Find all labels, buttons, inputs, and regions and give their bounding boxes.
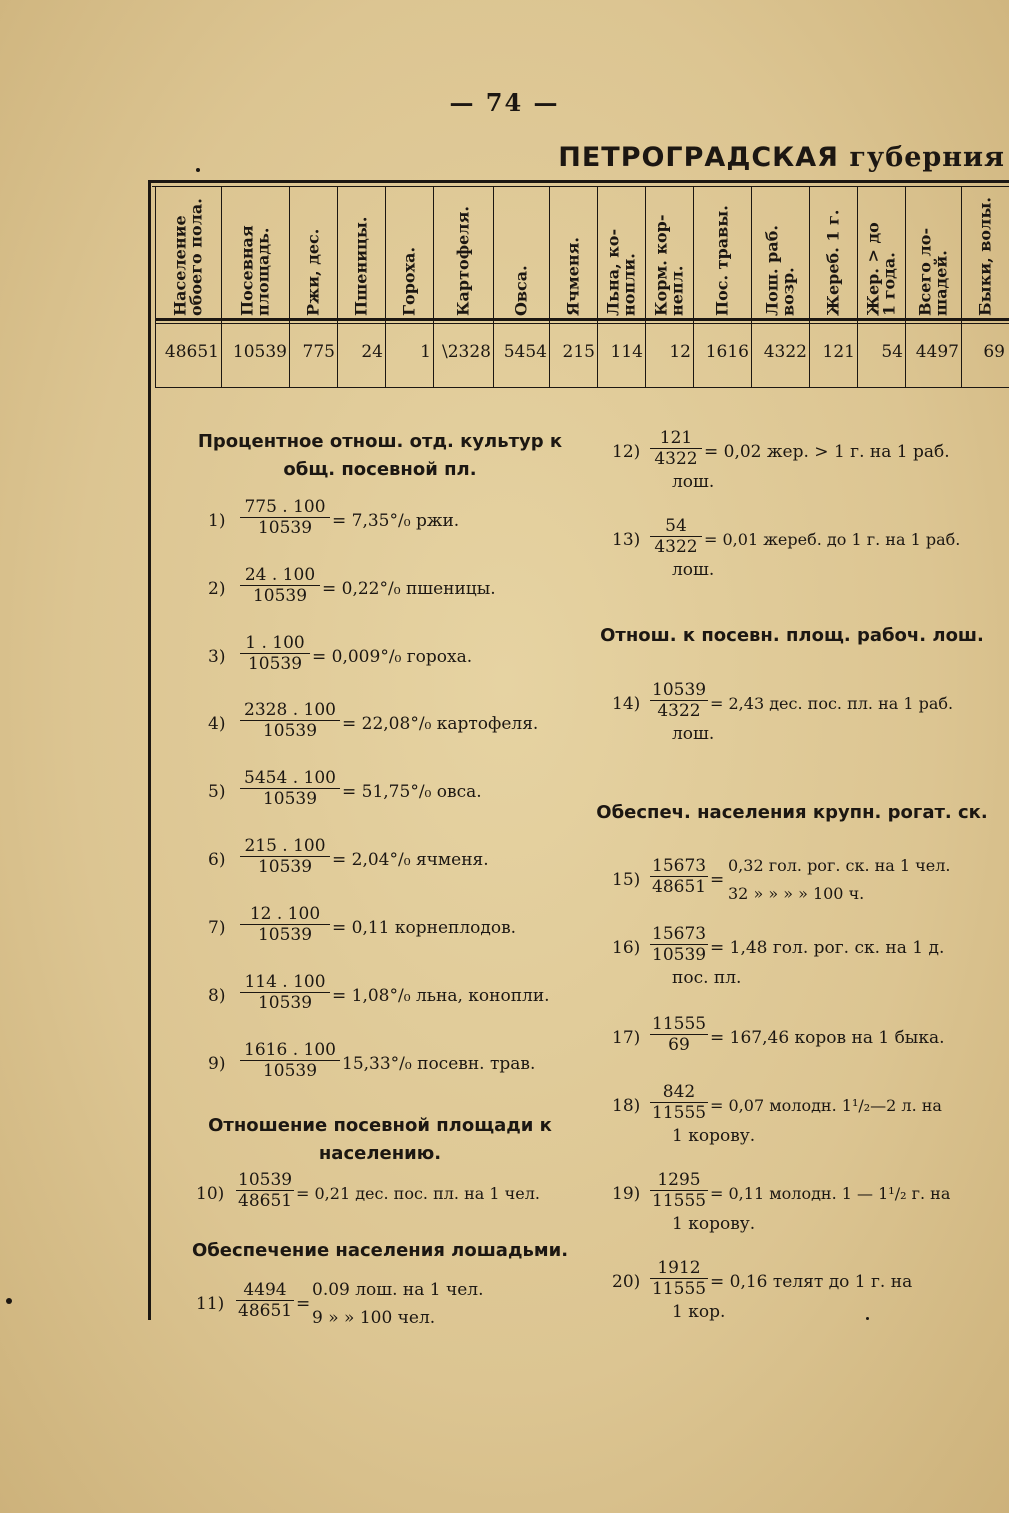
fraction — [240, 700, 340, 741]
column-header: Жер. > до 1 года. — [863, 222, 899, 316]
item-number: 7) — [208, 918, 226, 938]
table-column — [598, 186, 646, 388]
column-value: 121 — [822, 342, 855, 362]
denominator: 4322 — [650, 448, 702, 469]
item-number: 10) — [196, 1184, 225, 1204]
fraction — [650, 680, 708, 721]
table-column — [222, 186, 290, 388]
ink-speck — [6, 1298, 12, 1304]
column-value: 215 — [562, 342, 595, 362]
column-value: 12 — [669, 342, 691, 362]
table-column — [962, 186, 1009, 388]
denominator: 10539 — [240, 1060, 340, 1081]
result: = 2,04°/₀ ячменя. — [332, 850, 489, 870]
denominator: 10539 — [240, 788, 340, 809]
item-number: 3) — [208, 647, 226, 667]
item-number: 1) — [208, 511, 226, 531]
page-heading — [558, 142, 1005, 173]
numerator: 10539 — [652, 680, 707, 700]
column-value: 69 — [983, 342, 1005, 362]
equals-sign: = — [296, 1294, 311, 1314]
item-number: 2) — [208, 579, 226, 599]
table-top-rule — [148, 180, 1009, 183]
fraction — [240, 565, 320, 606]
fraction — [240, 768, 340, 809]
numerator: 842 — [662, 1082, 696, 1102]
column-header: Овса. — [511, 265, 531, 316]
result: = 22,08°/₀ картофеля. — [342, 714, 539, 734]
column-header: Всего ло- шадей. — [915, 227, 951, 316]
result-line2: 9 » » 100 чел. — [312, 1308, 436, 1328]
numerator: 1 . 100 — [245, 633, 305, 653]
result-continuation: лош. — [672, 472, 715, 492]
header-separator-thin — [155, 323, 1009, 324]
result-continuation: лош. — [672, 560, 715, 580]
fraction — [650, 1014, 708, 1055]
result-line1: 0.09 лош. на 1 чел. — [312, 1280, 484, 1300]
table-column — [646, 186, 694, 388]
numerator: 54 — [665, 516, 687, 536]
denominator: 10539 — [240, 653, 310, 674]
numerator: 1295 — [657, 1170, 701, 1190]
fraction — [650, 1258, 708, 1299]
fraction — [240, 497, 330, 538]
result: = 1,08°/₀ льна, конопли. — [332, 986, 550, 1006]
table-column — [386, 186, 434, 388]
denominator: 11555 — [652, 1279, 707, 1299]
page-number: — 74 — — [449, 88, 560, 117]
result-continuation: лош. — [672, 724, 715, 744]
numerator: 4494 — [243, 1280, 287, 1300]
section-heading-horses: Обеспечение населения лошадьми. — [191, 1240, 569, 1261]
item-number: 4) — [208, 714, 226, 734]
fraction — [236, 1170, 294, 1211]
table-column — [694, 186, 752, 388]
column-header: Лош. раб. возр. — [762, 225, 798, 316]
table-column — [810, 186, 858, 388]
column-header: Ржи, дес. — [303, 228, 323, 316]
numerator: 12 . 100 — [249, 904, 321, 924]
column-header: Быки, волы. — [975, 197, 995, 316]
column-value: 5454 — [503, 342, 547, 362]
item-number: 12) — [612, 442, 641, 462]
denominator: 10539 — [240, 585, 320, 606]
denominator: 4322 — [650, 700, 708, 721]
table-column — [494, 186, 550, 388]
item-number: 14) — [612, 694, 641, 714]
result-continuation: 1 корову. — [672, 1214, 756, 1234]
numerator: 121 — [659, 428, 693, 448]
column-header: Льна, ко- нопли. — [603, 228, 639, 316]
result: = 0,16 телят до 1 г. на — [710, 1272, 913, 1292]
denominator: 11555 — [652, 1103, 707, 1123]
column-header: Картофеля. — [453, 206, 473, 316]
result: = 0,02 жер. > 1 г. на 1 раб. — [704, 442, 950, 462]
fraction — [650, 516, 702, 557]
item-number: 5) — [208, 782, 226, 802]
denominator: 10539 — [240, 517, 330, 538]
table-column — [906, 186, 962, 388]
column-header: Корм. кор- непл. — [651, 214, 687, 316]
column-header: Ячменя. — [563, 237, 583, 316]
result: = 7,35°/₀ ржи. — [332, 511, 460, 531]
result: = 0,01 жереб. до 1 г. на 1 раб. — [704, 530, 961, 549]
denominator: 11555 — [652, 1191, 707, 1211]
heading-suffix: губерния — [849, 142, 1005, 173]
fraction — [650, 1082, 708, 1123]
equals-sign: = — [710, 870, 725, 890]
header-separator — [155, 318, 1009, 321]
column-value: 24 — [361, 342, 383, 362]
column-header: Пшеницы. — [351, 216, 371, 316]
numerator: 10539 — [238, 1170, 293, 1190]
result: = 0,22°/₀ пшеницы. — [322, 579, 496, 599]
result: = 0,07 молодн. 1¹/₂—2 л. на — [710, 1096, 942, 1115]
table-column — [550, 186, 598, 388]
item-number: 11) — [196, 1294, 225, 1314]
result-line1: 0,32 гол. рог. ск. на 1 чел. — [728, 856, 951, 875]
section-heading-crops: Процентное отнош. отд. культур к общ. посевной пл. — [197, 431, 563, 480]
numerator: 114 . 100 — [244, 972, 326, 992]
item-number: 18) — [612, 1096, 641, 1116]
item-number: 15) — [612, 870, 641, 890]
result: = 0,11 молодн. 1 — 1¹/₂ г. на — [710, 1184, 951, 1203]
denominator: 10539 — [240, 720, 340, 741]
table-column — [858, 186, 906, 388]
column-value: 48651 — [164, 342, 219, 362]
ink-speck — [866, 1317, 869, 1320]
numerator: 24 . 100 — [244, 565, 316, 585]
column-header: Пос. травы. — [712, 205, 732, 316]
section-heading-cattle: Обеспеч. населения крупн. рогат. ск. — [596, 802, 988, 823]
denominator: 4322 — [650, 536, 702, 557]
column-header: Гороха. — [399, 246, 419, 316]
table-column — [338, 186, 386, 388]
column-value: 54 — [881, 342, 903, 362]
result: = 51,75°/₀ овса. — [342, 782, 482, 802]
column-value: 4497 — [915, 342, 959, 362]
numerator: 1616 . 100 — [244, 1040, 336, 1060]
ink-speck — [196, 168, 200, 172]
fraction — [650, 1170, 708, 1211]
item-number: 8) — [208, 986, 226, 1006]
section-heading-area-population: Отношение посевной площади к населению. — [208, 1115, 552, 1164]
heading-title: ПЕТРОГРАДСКАЯ — [558, 142, 839, 173]
column-value: 10539 — [232, 342, 287, 362]
table-column — [290, 186, 338, 388]
column-header: Жереб. 1 г. — [823, 209, 843, 316]
numerator: 15673 — [652, 856, 707, 876]
fraction — [240, 836, 330, 877]
numerator: 1912 — [657, 1258, 701, 1278]
numerator: 11555 — [652, 1014, 707, 1034]
item-number: 17) — [612, 1028, 641, 1048]
result: 15,33°/₀ посевн. трав. — [342, 1054, 536, 1074]
denominator: 48651 — [652, 877, 707, 897]
column-value: 775 — [302, 342, 335, 362]
column-value: 4322 — [763, 342, 807, 362]
column-header: Посевная площадь. — [237, 225, 273, 316]
fraction — [650, 924, 708, 965]
column-value: 114 — [610, 342, 643, 362]
fraction — [650, 428, 702, 469]
item-number: 9) — [208, 1054, 226, 1074]
numerator: 2328 . 100 — [244, 700, 336, 720]
result-continuation: пос. пл. — [672, 968, 742, 988]
table-column — [752, 186, 810, 388]
numerator: 5454 . 100 — [244, 768, 336, 788]
denominator: 48651 — [238, 1301, 293, 1321]
result: = 167,46 коров на 1 быка. — [710, 1028, 945, 1048]
item-number: 13) — [612, 530, 641, 550]
section-heading-area-horses: Отнош. к посевн. площ. рабоч. лош. — [600, 625, 984, 646]
fraction — [240, 904, 330, 945]
result: = 0,21 дес. пос. пл. на 1 чел. — [296, 1184, 540, 1203]
denominator: 10539 — [240, 924, 330, 945]
denominator: 69 — [650, 1034, 708, 1055]
table-column — [434, 186, 494, 388]
column-value: 1 — [420, 342, 431, 362]
denominator: 48651 — [238, 1191, 293, 1211]
result-continuation: 1 кор. — [672, 1302, 726, 1322]
column-header: Население обоего пола. — [170, 198, 206, 316]
result: = 0,009°/₀ гороха. — [312, 647, 473, 667]
item-number: 6) — [208, 850, 226, 870]
result: = 1,48 гол. рог. ск. на 1 д. — [710, 938, 945, 958]
denominator: 10539 — [240, 856, 330, 877]
item-number: 19) — [612, 1184, 641, 1204]
fraction — [650, 856, 708, 897]
numerator: 215 . 100 — [244, 836, 326, 856]
column-value: \2328 — [442, 342, 491, 362]
denominator: 10539 — [240, 992, 330, 1013]
result-continuation: 1 корову. — [672, 1126, 756, 1146]
fraction — [240, 972, 330, 1013]
data-row-rule — [155, 387, 1009, 388]
denominator: 10539 — [652, 945, 707, 965]
result: = 2,43 дес. пос. пл. на 1 раб. — [710, 694, 954, 713]
column-value: 1616 — [705, 342, 749, 362]
fraction — [240, 1040, 340, 1081]
item-number: 20) — [612, 1272, 641, 1292]
numerator: 775 . 100 — [244, 497, 326, 517]
fraction — [236, 1280, 294, 1321]
result: = 0,11 корнеплодов. — [332, 918, 517, 938]
result-line2: 32 » » » » 100 ч. — [728, 884, 865, 903]
fraction — [240, 633, 310, 674]
numerator: 15673 — [652, 924, 707, 944]
table-left-rule — [148, 180, 151, 1320]
table-column — [156, 186, 222, 388]
item-number: 16) — [612, 938, 641, 958]
